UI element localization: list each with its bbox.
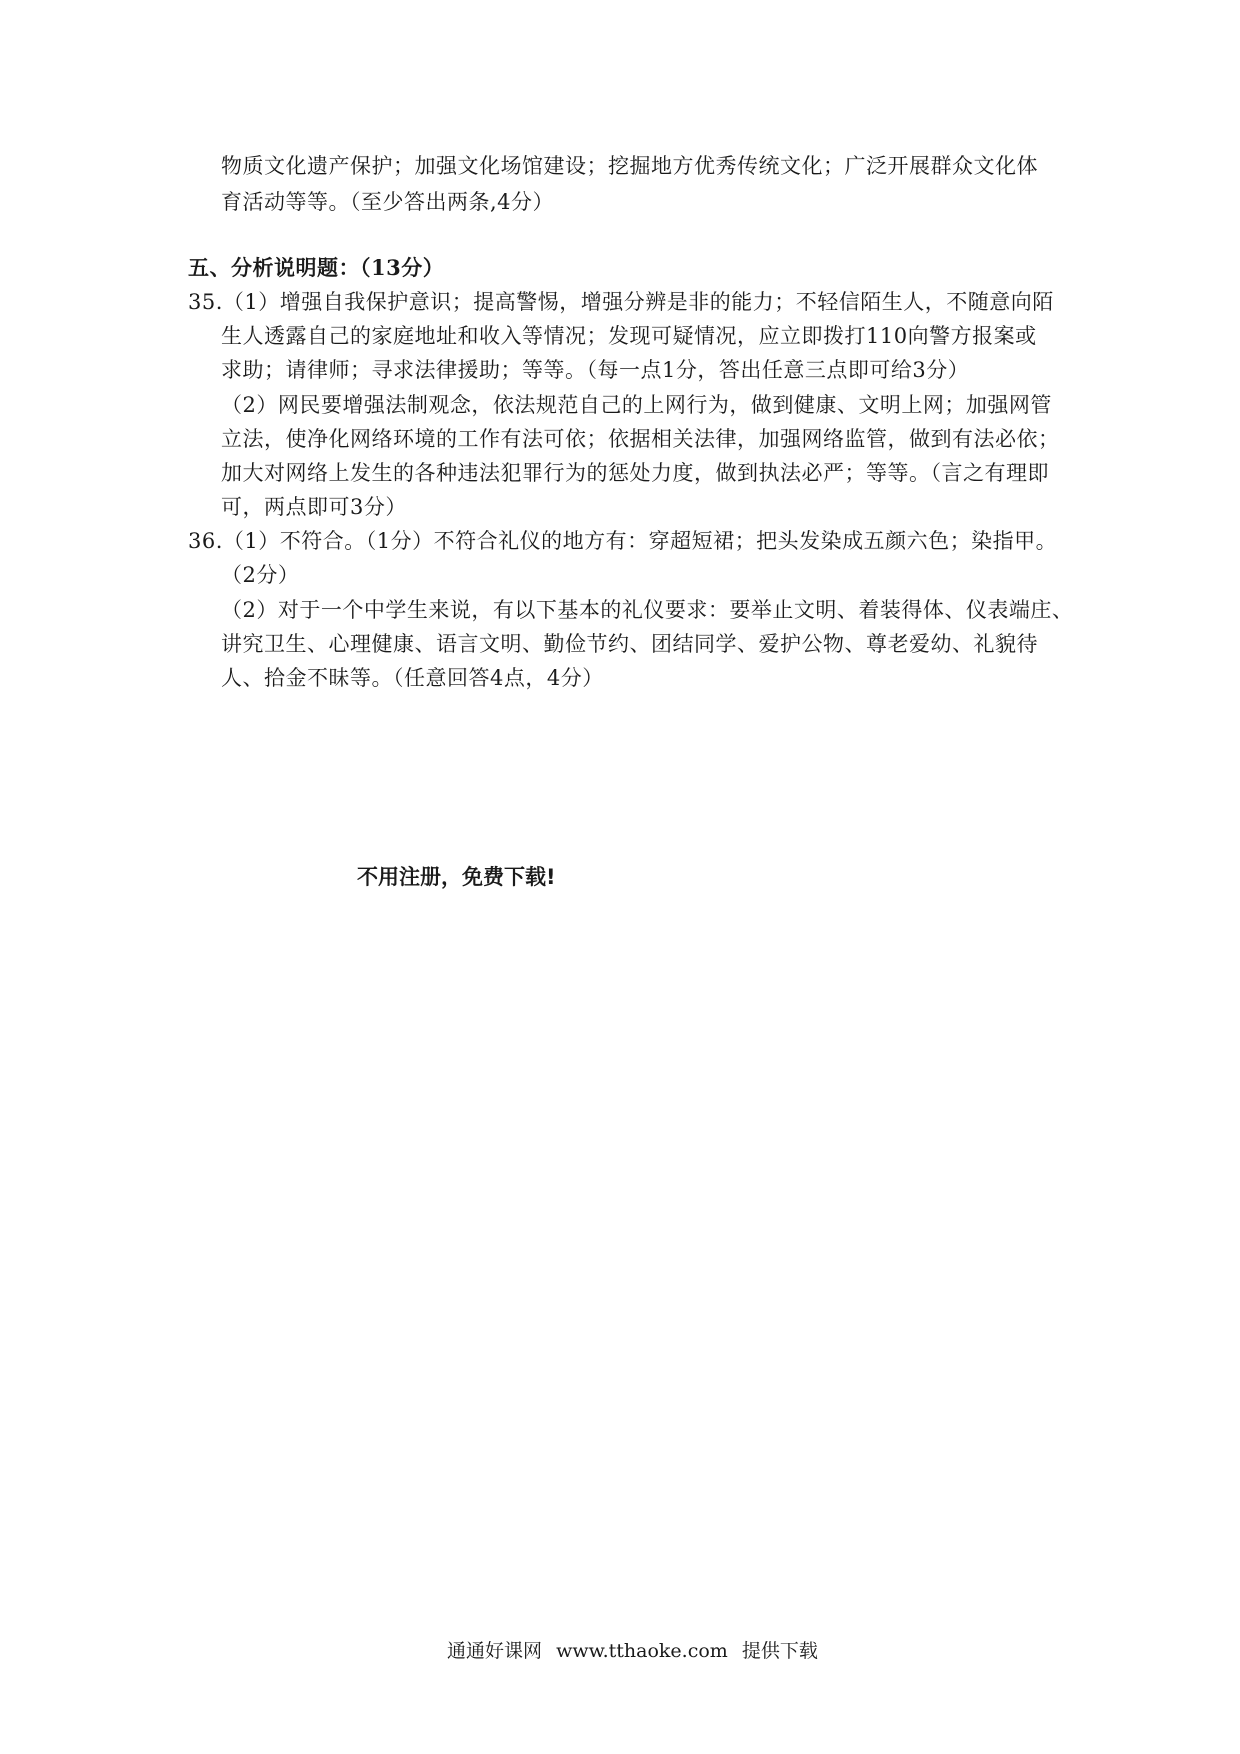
q36-part1-line-1: 36.（1）不符合。（1分）不符合礼仪的地方有：穿超短裙；把头发染成五颜六色；染指甲。 <box>188 529 1058 553</box>
footer-suffix: 提供下载 <box>741 1640 818 1662</box>
footer-credit <box>447 1638 826 1664</box>
q35-part2-line-2: 立法，使净化网络环境的工作有法可依；依据相关法律，加强网络监管，做到有法必依； <box>221 427 1060 451</box>
footer-site-name: 通通好课网 <box>447 1640 543 1662</box>
q35-part1-line-2: 生人透露自己的家庭地址和收入等情况；发现可疑情况，应立即拨打110向警方报案或 <box>221 324 1037 348</box>
q36-part2-line-3: 人、拾金不昧等。（任意回答4点，4分） <box>221 666 604 690</box>
q36-part2-line-1: （2）对于一个中学生来说，有以下基本的礼仪要求：要举止文明、着装得体、仪表端庄、 <box>221 598 1074 622</box>
q35-part1-line-1: 35.（1）增强自我保护意识；提高警惕，增强分辨是非的能力；不轻信陌生人，不随意向陌 <box>188 290 1054 314</box>
q35-part2-line-1: （2）网民要增强法制观念，依法规范自己的上网行为，做到健康、文明上网；加强网管 <box>221 393 1052 417</box>
q35-part1-line-3: 求助；请律师；寻求法律援助；等等。（每一点1分，答出任意三点即可给3分） <box>221 358 970 382</box>
intro-line-1: 物质文化遗产保护；加强文化场馆建设；挖掘地方优秀传统文化；广泛开展群众文化体 <box>221 154 1038 178</box>
q36-part2-line-2: 讲究卫生、心理健康、语言文明、勤俭节约、团结同学、爱护公物、尊老爱幼、礼貌待 <box>221 632 1038 656</box>
intro-line-2: 育活动等等。（至少答出两条,4分） <box>221 190 555 214</box>
section-heading: 五、分析说明题：（13分） <box>188 255 445 280</box>
q35-part2-line-3: 加大对网络上发生的各种违法犯罪行为的惩处力度，做到执法必严；等等。（言之有理即 <box>221 461 1049 485</box>
q36-part1-line-2: （2分） <box>221 563 300 587</box>
footer-url-link[interactable]: www.tthaoke.com <box>556 1640 728 1662</box>
q35-part2-line-4: 可，两点即可3分） <box>221 495 407 519</box>
free-download-banner: 不用注册，免费下载! <box>357 865 556 889</box>
